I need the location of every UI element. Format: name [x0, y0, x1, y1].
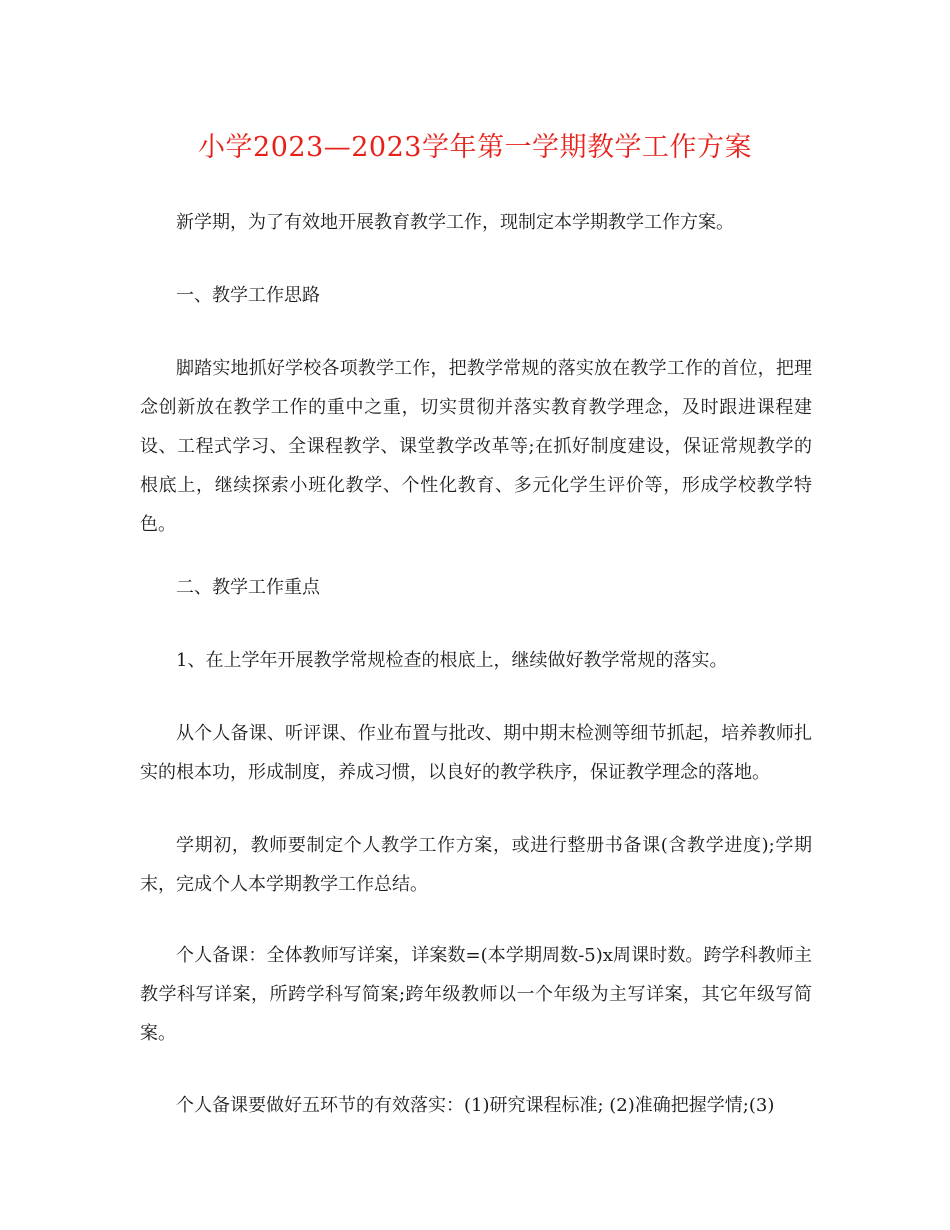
document-title: 小学2023—2023学年第一学期教学工作方案: [198, 132, 752, 163]
five-links-paragraph: 个人备课要做好五环节的有效落实：(1)研究课程标准; (2)准确把握学情;(3): [176, 1095, 775, 1116]
semester-plan-paragraph: 学期初，教师要制定个人教学工作方案，或进行整册书备课(含教学进度);学期末，完成个人本学期教学工作总结。: [140, 835, 812, 895]
lesson-prep-paragraph: 个人备课：全体教师写详案，详案数=(本学期周数-5)x周课时数。跨学科教师主教学科写详案，所跨学科写简案;跨年级教师以一个年级为主写详案，其它年级写简案。: [140, 945, 812, 1044]
teaching-approach-paragraph: 脚踏实地抓好学校各项教学工作，把教学常规的落实放在教学工作的首位，把理念创新放在教学工作的重中之重，切实贯彻并落实教育教学理念，及时跟进课程建设、工程式学习、全课程教学、课堂教学改革等;在抓好制度建设，保证常规教学的根底上，继续探索小班化教学、个性化教育、多元化学生评价等，形成学校教学特色。: [140, 358, 812, 535]
intro-paragraph: 新学期，为了有效地开展教育教学工作，现制定本学期教学工作方案。: [176, 212, 734, 233]
section-heading-teaching-approach: 一、教学工作思路: [176, 285, 320, 306]
focus-point-1: 1、在上学年开展教学常规检查的根底上，继续做好教学常规的落实。: [176, 650, 728, 671]
section-heading-teaching-focus: 二、教学工作重点: [176, 577, 320, 598]
details-paragraph: 从个人备课、听评课、作业布置与批改、期中期末检测等细节抓起，培养教师扎实的根本功，形成制度，养成习惯，以良好的教学秩序，保证教学理念的落地。: [140, 723, 812, 783]
